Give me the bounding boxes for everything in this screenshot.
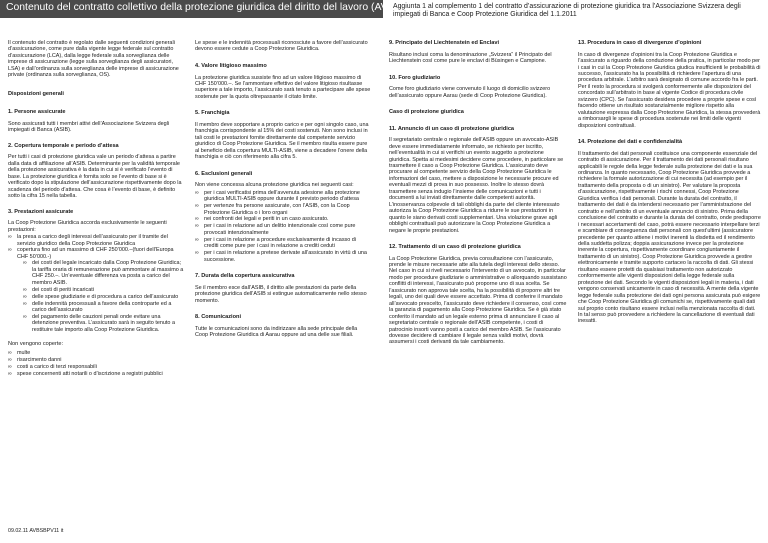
section-heading-5: 5. Franchigia	[195, 110, 230, 117]
list-item	[8, 247, 185, 333]
section-heading-1: 1. Persone assicurate	[8, 109, 66, 116]
document-title: Contenuto del contratto collettivo della protezione giuridica del diritto del lavoro (AVBSBPV11)	[6, 2, 437, 13]
section-10-text: Come foro giudiziario viene convenuto il luogo di domicilio svizzero dell’assicurato oppure Aarau (sede di Coop Protezione Giuridica).	[389, 86, 551, 99]
list-item: ∞ dei costi di periti incaricati	[23, 287, 185, 293]
section-heading-4: 4. Valore litigioso massimo	[195, 62, 267, 69]
list-item: ∞ la presa a carico degli interessi dell’assicurato per il tramite del servizio giuridico della Coop Protezione Giuridica	[8, 234, 185, 247]
column-4	[578, 40, 761, 329]
section-heading-8: 8. Comunicazioni	[195, 314, 241, 321]
list-item: ∞ spese concernenti atti notarili o d’iscrizione a registri pubblici	[8, 371, 185, 377]
section-heading-case: Caso di protezione giuridica	[389, 109, 464, 115]
section-9-text: Risultano inclusi coma la denominazione „Svizzera“ il Principato del Liechtenstein così come pure le enclavi di Büsingen e Campione.	[389, 51, 552, 65]
section-heading-2: 2. Copertura temporale e periodo d’attesa	[8, 142, 119, 149]
benefits-list	[8, 234, 185, 333]
list-item: ∞ costi a carico di terzi responsabili	[8, 364, 185, 370]
costs-paragraph: Le spese e le indennità processuali riconosciute a favore dell’assicurato devono essere cedute a Coop Protezione Giuridica.	[195, 40, 368, 53]
intro-paragraph: Il contenuto del contratto è regolato dalle seguenti condizioni generali d’assicurazione, come pure dalla vigente legge federale sul contratto d’assicurazione (LCA), dalla legge federale sulla sorveglianza delle imprese di assicurazione (legge sulla sorveglianza degli assicuratori, LSA) e dall’ordinanza sulla sorveglianza delle imprese di assicurazione private (ordinanza sulla sorveglianza, OS).	[8, 40, 179, 79]
section-6-text: Non viene concessa alcuna protezione giuridica nei seguenti casi:	[195, 182, 354, 189]
list-item: ∞ delle spese giudiziarie e di procedura a carico dell’assicurato	[23, 294, 185, 300]
list-item: ∞ per i casi in relazione a pretese derivate all’assicurato in virtù di una successione.	[195, 250, 371, 263]
section-heading-11: 11. Annuncio di un caso di protezione giuridica	[389, 125, 515, 132]
footer-code: 09.02.11 AVBSBPV11 it	[8, 528, 64, 534]
section-2-text: Per tutti i casi di protezione giuridica vale un periodo d’attesa a partire dalla data di affiliazione all’ASIB. Determinante per la validità temporale della protezione assicurativa è la data in cui si è verificato l’evento di base. La protezione giuridica è fornita solo se l’evento di base si è verificato dopo la stipulazione dell’assicurazione rispettivamente dopo la scadenza del periodo d’attesa. Che cosa è l’evento di base, è definito sotto la cifra 15 nella tabella.	[8, 154, 182, 200]
section-heading-9: 9. Principato del Liechtenstein ed Enclavi	[389, 40, 500, 46]
not-covered-heading: Non vengono coperte:	[8, 341, 64, 348]
section-heading-10: 10. Foro giudiziario	[389, 74, 441, 81]
not-covered-list	[8, 350, 185, 377]
section-14-text: Il trattamento dei dati personali costituisce una componente essenziale del contratto di assicurazione. Per il trattamento dei dati personali risultano applicabili le regole della legge federale sulla protezione dei dati e la sua ordinanza. In quanto necessario, Coop Protezione Giuridica provvede a richiedere la formale autorizzazione di cui necessita (ad esempio per il trattamento della proposta o di un sinistro). Per valutare la proposta d’assicurazione, rispettivamente i rischi connessi, Coop Protezione Giuridica verifica i dati personali. Durante la durata del contratto, il trattamento dei dati è da intendersi necessario per l’amministrazione del contratto e nell’ambito di un eventuale annuncio di sinistro. Prima della conclusione del contratto e durante la durata del contratto, onde predisporre i necessari accertamenti del caso, potrà essere necessario interpellare terzi e scambiare di conseguenza dati personali con quest’ultimi (assicuratore precedente per quanto attiene i motivi inerenti la disdetta ed il rendimento della suddetta polizza; doppia assicurazione invece per la protezione inerente la copertura, rispettivamente coordinare congiuntamente il trattamento di un sinistro). Coop Protezione Giuridica provvede a gestire elettronicamente e tramite supporto cartaceo la raccolta di dati. Gli stessi risultano essere protetti da qualsiasi trattamento non autorizzato conformemente alle vigenti disposizioni della legge federale sulla protezione dei dati. Secondo le vigenti disposizioni legali in materia, i dati vengono conservati unicamente in caso di necessità. A mente della vigente legge federale sulla protezione dei dati ogni persona assicurata può esigere che Coop Protezione Giuridica gli comunichi se, rispettivamente quali dati sul proprio conto risultano essere inclusi nella menzionata raccolta di dati. In tal senso può provvedere a richiedere la cancellazione di eventuali dati inesatti.	[578, 150, 761, 325]
section-5-text: Il membro deve sopportare a proprio carico e per ogni singolo caso, una franchigia corrispondente al 15% dei costi sostenuti. Non sono inclusi in tali costi le prestazioni fornite direttamente dal competente servizio giuridico di Coop Protezione Giuridica. Se il membro risulta essere pure al beneficio della copertura MULTI-ASIB, viene a decadere l’onere della franchigia e ciò con riferimento alla cifra 5.	[195, 121, 369, 161]
section-13-text: In caso di divergenze d’opinioni tra la Coop Protezione Giuridica e l’assicurato a riguardo della conduzione della pratica, in particolar modo per i casi in cui la Coop Protezione Giuridica giudica insufficienti le probabilità di successo, l’assicurato ha la possibilità di richiedere l’apertura di una procedura arbitrale. L’arbitro sarà designato di comune accordo fra le parti. Per il resto la procedura si svolgerà conformemente alle disposizioni del concordato sull’arbitrato in base al vigente Codice di procedura civile svizzero (CPC). Se l’assicurato desidera procedere a proprie spese e così facendo ottiene un risultato sostanzialmente migliore rispetto alla valutazione espressa dalla Coop Protezione Giuridica, la stessa provvederà a rimborsargli le spese di procedura sostenute nei limiti delle vigenti disposizioni contrattuali.	[578, 51, 761, 129]
header-bar	[0, 0, 437, 18]
list-item: ∞ nei confronti dei legali e periti in un caso assicurato.	[195, 216, 371, 222]
section-11-text: Il segretariato centrale o regionale dell’ASIB oppure un avvocato-ASIB deve essere immediatamente informato, se richiesto per iscritto, nell’eventualità in cui si verifichi un evento suggetto a protezione giuridica. Spetta ai medesimi decidere come procedere, in particolare se trasmettere il caso a Coop Protezione Giuridica. L’assicurato deve procurare al competente servizio della Coop Protezione Giuridica le informazioni del caso, mettere a disposizione le necessarie procure ed eventuali mezzi di prova in suo possesso. Inoltre lo stesso dovrà trasmettere senza indugio l’insieme delle comunicazioni e tutti i documenti a lui inviati direttamente dalle competenti autorità. L’inosservanza colpevole di tali obblighi da parte del cliente interessato autorizza la Coop Protezione Giuridica a ridurre le sue prestazioni in quanto le siano derivati costi supplementari. Una violazione grave agli obblighi contrattuali può autorizzare la Coop Protezione Giuridica a negare le proprie prestazioni.	[389, 137, 564, 234]
addendum-title: Aggiunta 1 al complemento 1 del contratto d’assicurazione di protezione giuridica tra l’Associazione Svizzera degli impiegati di Banca e Coop Protezione Giuridica del 1.1.2011	[393, 3, 741, 19]
list-item: ∞ delle indennità processuali a favore della controparte ed a carico dell’assicurato	[23, 301, 185, 314]
sub-list	[17, 260, 185, 333]
column-1	[8, 40, 185, 381]
section-7-text: Se il membro esce dall’ASIB, il diritto alle prestazioni da parte della protezione giuridica dell’ASIB si estingue automaticamente nello stesso momento.	[195, 284, 367, 304]
section-12-text: La Coop Protezione Giuridica, previa consultazione con l’assicurato, prende le misure necessarie atte alla tutela degli interessi dello stesso. Nel caso in cui si riveli necessario l’intervento di un avvocato, in particolar modo per procedure giudiziarie o amministrative o allorquando sussistano conflitti di interessi, l’assicurato può proporne uno di sua scelta. Se l’assicurato non approva tale scelta, ha la possibilità di proporre altri tre legali, uno dei quali deve essere accettato. Prima di conferire il mandato all’avvocato prescelto, l’assicurato deve richiedere il consenso, così come la garanzia di pagamento alla Coop Protezione Giuridica. Se è già stato conferito il mandato ad un legale esterno prima di annunciare il caso al segretariato centrale o regionale dell’ASIB competente, i costi di patrocinio insorti vanno posti a carico del membro ASIB. Se l’assicurato dovesse decidere di cambiare il legale senza validi motivi, dovrà assumersi i costi derivanti da tale cambiamento.	[389, 255, 567, 346]
section-heading-7: 7. Durata della copertura assicurativa	[195, 273, 295, 280]
section-heading-3: 3. Prestazioni assicurate	[8, 208, 74, 215]
section-1-text: Sono assicurati tutti i membri attivi dell’Associazione Svizzera degli impiegati di Banca (ASIB).	[8, 120, 170, 134]
section-heading-6: 6. Esclusioni generali	[195, 170, 253, 177]
list-item-text: copertura fino ad un massimo di CHF 250’000.–(fuori dell’Europa CHF 50’000.-)	[17, 247, 174, 260]
exclusions-list	[195, 190, 371, 263]
section-8-text: Tutte le comunicazioni sono da indirizzare alla sede principale della Coop Protezione Giuridica di Aarau oppure ad una delle sue filiali.	[195, 325, 358, 339]
section-heading-general: Disposizioni generali	[8, 90, 64, 97]
list-item: ∞ per i casi in relazione ad un delitto intenzionale così come pure provocati intenzionalmente	[195, 223, 371, 236]
section-heading-12: 12. Trattamento di un caso di protezione giuridica	[389, 243, 521, 250]
section-3-text: La Coop Protezione Giuridica accorda esclusivamente le seguenti prestazioni:	[8, 220, 167, 233]
column-3	[389, 40, 567, 350]
list-item: ∞ risarcimento danni	[8, 357, 185, 363]
list-item: ∞ per i casi in relazione a procedure esclusivamente di incasso di crediti come pure per i casi in relazione a crediti ceduti	[195, 237, 371, 250]
list-item: ∞ multe	[8, 350, 185, 356]
section-heading-13: 13. Procedura in caso di divergenze d’opinioni	[578, 40, 702, 46]
list-item: ∞ del pagamento delle cauzioni penali onde evitare una detenzione preventiva. L’assicurato sarà in seguito tenuto a restituire tale importo alla Coop Protezione Giuridica.	[23, 314, 185, 333]
list-item: ∞ per i casi verificatisi prima dell’avvenuta adesione alla protezione giuridica MULTI-ASIB oppure durante il previsto periodo d’attesa	[195, 190, 371, 203]
column-2	[195, 40, 371, 343]
section-heading-14: 14. Protezione dei dati e confidenzialità	[578, 139, 683, 146]
list-item: ∞ per vertenze fra persone assicurate, con l’ASIB, con la Coop Protezione Giuridica o i loro organi	[195, 203, 371, 216]
list-item: ∞ dei costi del legale incaricato dalla Coop Protezione Giuridica; la tariffa oraria di remunerazione può ammontare al massimo a CHF 250.–. Un’eventuale differenza va posta a carico del membro ASIB.	[23, 260, 185, 286]
section-4-text: La protezione giuridica sussiste fino ad un valore litigioso massimo di CHF 150’000.–. Se l’ammontare effettivo del valore litigioso risultasse superiore a tale importo, l’assicurato sarà tenuto a partecipare alle spese sostenute per la quota oltrepassante il citato limite.	[195, 74, 371, 100]
